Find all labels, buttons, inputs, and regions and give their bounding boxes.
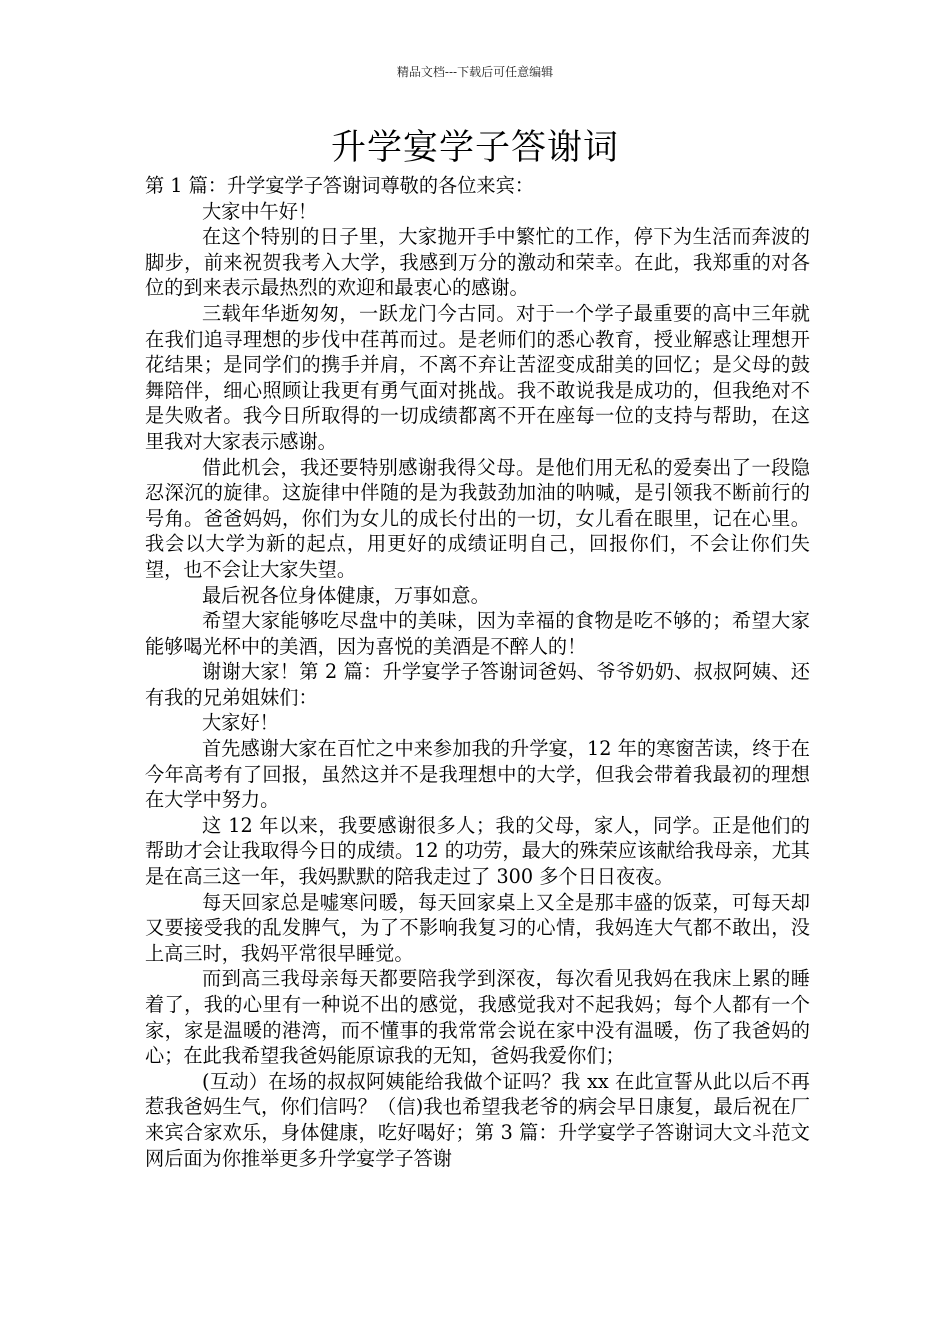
paragraph: 第 1 篇：升学宴学子答谢词尊敬的各位来宾： — [145, 174, 534, 197]
paragraph: (互动）在场的叔叔阿姨能给我做个证吗？我 xx 在此宣誓从此以后不再惹我爸妈生气，你们信吗？（信)我也希望我老爷的病会早日康复，最后祝在厂来宾合家欢乐，身体健康，吃好喝好；第 3 篇：升学宴学子答谢词大文斗范文网后面为你推举更多升学宴学子答谢 — [145, 1069, 810, 1170]
page-header: 精品文档---下载后可任意编辑 — [396, 65, 554, 79]
paragraph: 在这个特别的日子里，大家抛开手中繁忙的工作，停下为生活而奔波的脚步，前来祝贺我考入大学，我感到万分的激动和荣幸。在此，我郑重的对各位的到来表示最热烈的欢迎和最衷心的感谢。 — [145, 225, 810, 300]
paragraph: 希望大家能够吃尽盘中的美味，因为幸福的食物是吃不够的；希望大家能够喝光杯中的美酒，因为喜悦的美酒是不醉人的！ — [145, 609, 810, 658]
paragraph: 大家中午好！ — [202, 199, 318, 223]
paragraph: 每天回家总是嘘寒问暖，每天回家桌上又全是那丰盛的饭菜，可每天却又要接受我的乱发脾气，为了不影响我复习的心情，我妈连大气都不敢出，没上高三时，我妈平常很早睡觉。 — [145, 890, 810, 965]
paragraph: 大家好！ — [202, 711, 279, 735]
document-title: 升学宴学子答谢词 — [330, 128, 619, 168]
paragraph: 这 12 年以来，我要感谢很多人；我的父母，家人，同学。正是他们的帮助才会让我取得今日的成绩。12 的功劳，最大的殊荣应该献给我母亲，尤其是在高三这一年，我妈默默的陪我走过了 300 多个日日夜夜。 — [145, 813, 810, 889]
paragraph: 而到高三我母亲每天都要陪我学到深夜，每次看见我妈在我床上累的睡着了，我的心里有一种说不出的感觉，我感觉我对不起我妈；每个人都有一个家，家是温暖的港湾，而不懂事的我常常会说在家中没有温暖，伤了我爸妈的心；在此我希望我爸妈能原谅我的无知，爸妈我爱你们； — [145, 967, 810, 1068]
paragraph: 三载年华逝匆匆，一跃龙门今古同。对于一个学子最重要的高中三年就在我们追寻理想的步伐中荏苒而过。是老师们的悉心教育，授业解惑让理想开花结果；是同学们的携手并肩，不离不弃让苦涩变成甜美的回忆；是父母的鼓舞陪伴，细心照顾让我更有勇气面对挑战。我不敢说我是成功的，但我绝对不是失败者。我今日所取得的一切成绩都离不开在座每一位的支持与帮助，在这里我对大家表示感谢。 — [145, 301, 810, 453]
paragraph: 首先感谢大家在百忙之中来参加我的升学宴，12 年的寒窗苦读，终于在今年高考有了回报，虽然这并不是我理想中的大学，但我会带着我最初的理想在大学中努力。 — [145, 737, 810, 812]
paragraph: 借此机会，我还要特别感谢我得父母。是他们用无私的爱奏出了一段隐忍深沉的旋律。这旋律中伴随的是为我鼓劲加油的呐喊，是引领我不断前行的号角。爸爸妈妈，你们为女儿的成长付出的一切，女儿看在眼里，记在心里。我会以大学为新的起点，用更好的成绩证明自己，回报你们，不会让你们失望，也不会让大家失望。 — [145, 455, 810, 581]
paragraph: 谢谢大家！第 2 篇：升学宴学子答谢词爸妈、爷爷奶奶、叔叔阿姨、还有我的兄弟姐妹们： — [145, 660, 810, 709]
document-body — [145, 173, 810, 1171]
paragraph: 最后祝各位身体健康，万事如意。 — [202, 583, 490, 607]
